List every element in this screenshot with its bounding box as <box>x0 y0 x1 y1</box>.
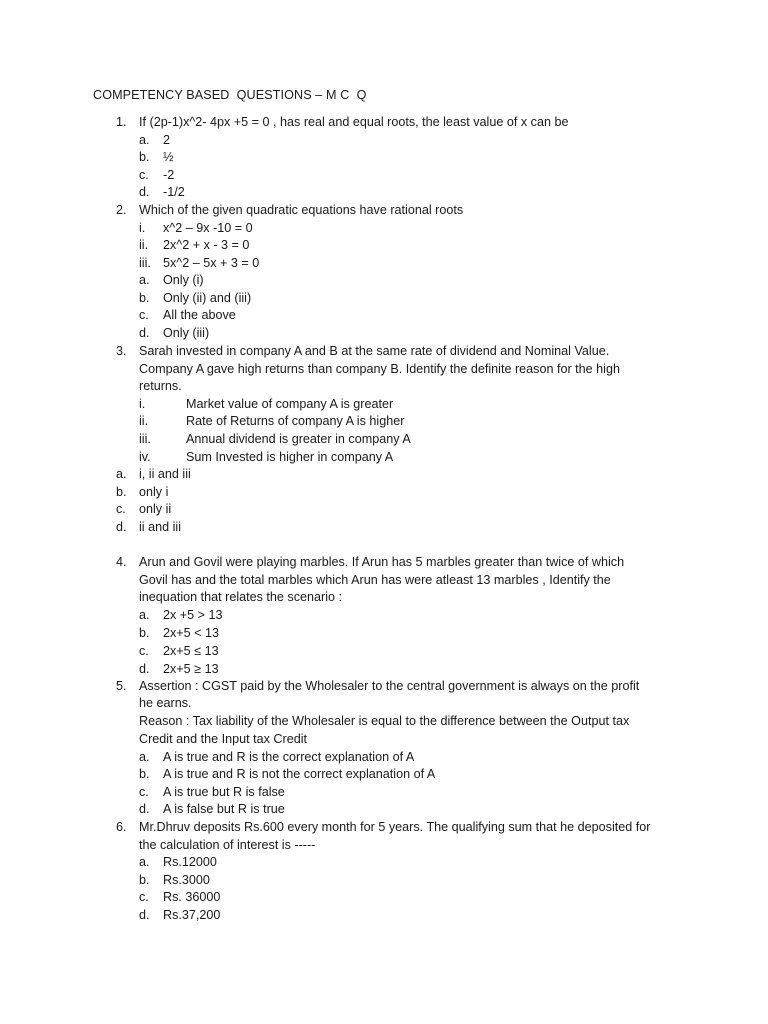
statement-text: Market value of company A is greater <box>186 397 394 411</box>
option-label: a. <box>139 608 150 622</box>
question-text: Credit and the Input tax Credit <box>139 732 308 746</box>
statement-label: ii. <box>139 414 149 428</box>
option-text: A is true and R is the correct explanation of A <box>163 750 415 764</box>
statement-label: i. <box>139 221 146 235</box>
option-text: Rs.3000 <box>163 873 210 887</box>
statement-label: iii. <box>139 256 151 270</box>
question-text: the calculation of interest is ----- <box>139 838 316 852</box>
option-text: 2x+5 ≥ 13 <box>163 662 219 676</box>
option-text: only ii <box>139 502 172 516</box>
option-label: a. <box>116 467 127 481</box>
statement-text: Rate of Returns of company A is higher <box>186 414 405 428</box>
option-text: Rs.37,200 <box>163 908 221 922</box>
option-label: b. <box>139 767 150 781</box>
option-text: Only (iii) <box>163 326 210 340</box>
question-number: 4. <box>116 555 127 569</box>
statement-text: x^2 – 9x -10 = 0 <box>163 221 253 235</box>
question-text: returns. <box>139 379 182 393</box>
question-text: Arun and Govil were playing marbles. If Arun has 5 marbles greater than twice of which <box>139 555 625 569</box>
question-text: Assertion : CGST paid by the Wholesaler to the central government is always on the profit <box>139 679 640 693</box>
question-text: Which of the given quadratic equations have rational roots <box>139 203 464 217</box>
option-text: Rs.12000 <box>163 855 217 869</box>
question-number: 5. <box>116 679 127 693</box>
option-text: only i <box>139 485 169 499</box>
question-text: If (2p-1)x^2- 4px +5 = 0 , has real and equal roots, the least value of x can be <box>139 115 569 129</box>
page-title: COMPETENCY BASED QUESTIONS – M C Q <box>93 88 367 102</box>
question-number: 3. <box>116 344 127 358</box>
option-text: Rs. 36000 <box>163 890 221 904</box>
option-label: b. <box>116 485 127 499</box>
option-label: d. <box>139 908 150 922</box>
option-text: 2x +5 > 13 <box>163 608 223 622</box>
option-label: b. <box>139 626 150 640</box>
question-number: 6. <box>116 820 127 834</box>
option-label: d. <box>139 662 150 676</box>
statement-label: ii. <box>139 238 149 252</box>
statement-text: 2x^2 + x - 3 = 0 <box>163 238 250 252</box>
option-label: a. <box>139 133 150 147</box>
option-label: c. <box>139 168 149 182</box>
option-label: b. <box>139 150 150 164</box>
option-label: d. <box>139 326 150 340</box>
question-text: Company A gave high returns than company B. Identify the definite reason for the high <box>139 362 620 376</box>
option-label: c. <box>139 308 149 322</box>
option-text: Only (i) <box>163 273 204 287</box>
option-text: ½ <box>163 150 174 164</box>
option-label: a. <box>139 750 150 764</box>
question-text: inequation that relates the scenario : <box>139 590 343 604</box>
option-label: c. <box>116 502 126 516</box>
question-text: Reason : Tax liability of the Wholesaler is equal to the difference between the Output tax <box>139 714 630 728</box>
option-label: b. <box>139 291 150 305</box>
question-text: he earns. <box>139 696 192 710</box>
option-label: d. <box>139 185 150 199</box>
option-label: c. <box>139 644 149 658</box>
option-label: a. <box>139 855 150 869</box>
option-text: 2x+5 < 13 <box>163 626 220 640</box>
question-number: 2. <box>116 203 127 217</box>
option-text: Only (ii) and (iii) <box>163 291 252 305</box>
option-text: 2 <box>163 133 171 147</box>
option-label: a. <box>139 273 150 287</box>
question-number: 1. <box>116 115 127 129</box>
statement-label: i. <box>139 397 146 411</box>
question-text: Sarah invested in company A and B at the same rate of dividend and Nominal Value. <box>139 344 610 358</box>
option-label: d. <box>139 802 150 816</box>
option-label: c. <box>139 890 149 904</box>
option-text: 2x+5 ≤ 13 <box>163 644 219 658</box>
option-text: A is true but R is false <box>163 785 285 799</box>
statement-label: iii. <box>139 432 151 446</box>
option-text: A is false but R is true <box>163 802 285 816</box>
statement-text: 5x^2 – 5x + 3 = 0 <box>163 256 260 270</box>
statement-text: Annual dividend is greater in company A <box>186 432 411 446</box>
question-text: Mr.Dhruv deposits Rs.600 every month for 5 years. The qualifying sum that he deposited for <box>139 820 651 834</box>
option-text: -1/2 <box>163 185 185 199</box>
option-label: d. <box>116 520 127 534</box>
option-label: b. <box>139 873 150 887</box>
option-text: -2 <box>163 168 175 182</box>
option-label: c. <box>139 785 149 799</box>
option-text: A is true and R is not the correct explanation of A <box>163 767 436 781</box>
option-text: All the above <box>163 308 236 322</box>
option-text: ii and iii <box>139 520 181 534</box>
question-text: Govil has and the total marbles which Arun has were atleast 13 marbles , Identify the <box>139 573 611 587</box>
option-text: i, ii and iii <box>139 467 191 481</box>
statement-label: iv. <box>139 450 151 464</box>
statement-text: Sum Invested is higher in company A <box>186 450 394 464</box>
